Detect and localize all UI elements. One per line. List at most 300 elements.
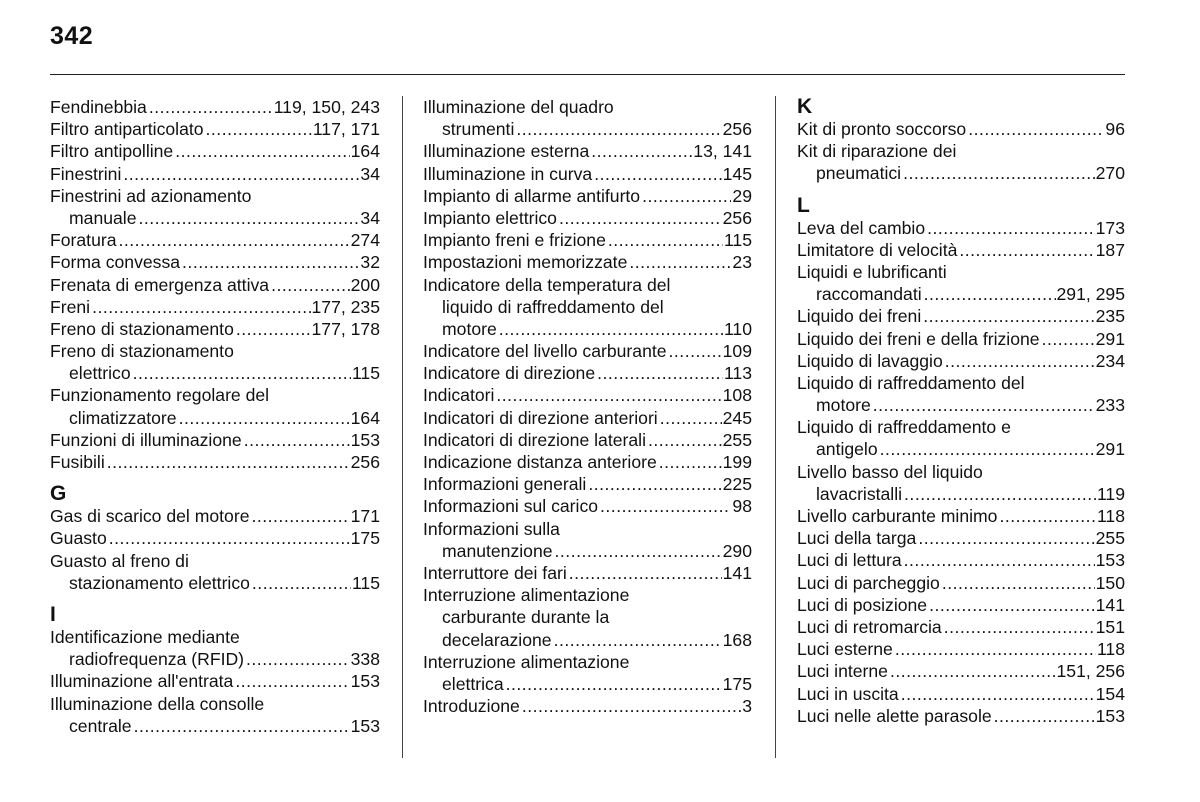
index-entry	[50, 626, 380, 670]
entry-term: Fusibili	[50, 452, 105, 472]
entry-term: Impianto elettrico	[423, 207, 557, 228]
column-divider	[402, 96, 403, 758]
index-entry	[423, 518, 752, 562]
page-reference: 235	[1095, 306, 1125, 327]
dot-leader	[569, 562, 722, 584]
index-entry	[797, 118, 1125, 140]
entry-term: Interruttore dei fari	[423, 562, 567, 583]
dot-leader	[994, 705, 1095, 727]
entry-term-line	[423, 163, 752, 185]
index-entry	[797, 527, 1125, 549]
page-reference: 153	[350, 429, 380, 450]
dot-leader	[236, 318, 311, 340]
entry-term: Illuminazione della consolle	[50, 693, 265, 714]
entry-term-line	[423, 384, 752, 406]
entry-term-line	[50, 251, 380, 273]
dot-leader	[999, 505, 1095, 527]
entry-term: Illuminazione all'entrata	[50, 671, 234, 692]
index-entry	[423, 473, 752, 495]
dot-leader	[149, 96, 273, 118]
index-entry	[423, 407, 752, 429]
entry-term: Indicatori di direzione laterali	[423, 429, 646, 450]
dot-leader	[92, 296, 310, 318]
page-reference: 177, 235	[311, 296, 380, 317]
entry-term-line	[423, 429, 752, 451]
dot-leader	[918, 527, 1094, 549]
page-reference: 154	[1095, 683, 1125, 704]
entry-term: carburante durante la	[442, 607, 610, 628]
page-reference: 153	[1095, 705, 1125, 726]
dot-leader	[559, 207, 722, 229]
page-reference: 290	[722, 540, 752, 561]
group-spacer	[50, 473, 380, 483]
entry-term: Liquido di lavaggio	[797, 350, 943, 371]
index-entry	[797, 372, 1125, 416]
page-reference: 171	[350, 506, 380, 527]
entry-term: Filtro antiparticolato	[50, 119, 204, 140]
page-reference: 32	[360, 252, 380, 273]
index-group	[50, 473, 380, 594]
entry-term: Funzioni di illuminazione	[50, 429, 242, 450]
dot-leader	[929, 594, 1095, 616]
page-reference: 3	[742, 696, 752, 717]
section-letter: K	[797, 95, 813, 118]
entry-term: Liquido di raffreddamento del	[797, 372, 1025, 393]
entry-term: Informazioni generali	[423, 474, 587, 495]
entry-term-line	[50, 384, 380, 406]
entry-continuation-line	[50, 407, 380, 429]
index-entry	[50, 229, 380, 251]
entry-continuation-line	[423, 673, 752, 695]
dot-leader	[903, 162, 1095, 184]
entry-term-line	[50, 626, 380, 648]
entry-term-line	[50, 505, 380, 527]
entry-term: Indicazione distanza anteriore	[423, 452, 657, 472]
entry-term-line	[797, 505, 1125, 527]
entry-term: Liquido di raffreddamento e	[797, 417, 1011, 438]
dot-leader	[873, 394, 1095, 416]
page-reference: 151	[1095, 616, 1125, 637]
index-entry	[50, 140, 380, 162]
entry-term: Luci della targa	[797, 528, 917, 549]
entry-term: Filtro antipolline	[50, 141, 174, 162]
index-entry	[797, 549, 1125, 571]
dot-leader	[107, 451, 350, 473]
index-entry	[797, 594, 1125, 616]
index-group	[423, 96, 752, 717]
index-entry	[423, 451, 752, 473]
entry-term: Funzionamento regolare del	[50, 385, 270, 406]
dot-leader	[554, 629, 722, 651]
entry-term: Liquidi e lubrificanti	[797, 261, 947, 282]
page-reference: 29	[732, 185, 752, 206]
index-entry	[50, 318, 380, 340]
index-group	[797, 96, 1125, 185]
entry-term-line	[423, 229, 752, 251]
index-entry	[797, 638, 1125, 660]
entry-term-line	[423, 274, 752, 296]
entry-term: Liquido dei freni e della frizione	[797, 328, 1040, 349]
group-spacer	[50, 594, 380, 604]
entry-term-line	[797, 660, 1125, 682]
index-entry	[423, 274, 752, 341]
entry-term-line	[50, 96, 380, 118]
page-reference: 13, 141	[693, 141, 752, 162]
entry-continuation-line	[797, 162, 1125, 184]
page-reference: 119, 150, 243	[273, 97, 380, 117]
dot-leader	[496, 384, 721, 406]
entry-term: Indicatore del livello carburante	[423, 341, 667, 362]
dot-leader	[133, 362, 351, 384]
page-reference: 151, 256	[1056, 661, 1125, 682]
entry-term: Informazioni sul carico	[423, 496, 599, 517]
entry-term-line	[50, 451, 380, 473]
dot-leader	[246, 648, 350, 670]
dot-leader	[251, 505, 349, 527]
dot-leader	[608, 229, 723, 251]
dot-leader	[901, 683, 1095, 705]
dot-leader	[516, 118, 721, 140]
page-reference: 291	[1095, 439, 1125, 460]
index-column-3	[797, 96, 1125, 727]
entry-term: lavacristalli	[816, 483, 903, 504]
index-entry	[50, 163, 380, 185]
entry-term: Luci di lettura	[797, 550, 902, 571]
entry-term: raccomandati	[816, 284, 922, 305]
entry-term: Gas di scarico del motore	[50, 506, 250, 527]
dot-leader	[924, 283, 1056, 305]
page-reference: 175	[350, 528, 380, 549]
dot-leader	[139, 207, 360, 229]
entry-term-line	[797, 328, 1125, 350]
entry-term-line	[797, 217, 1125, 239]
entry-term: stazionamento elettrico	[69, 572, 250, 593]
entry-term: Frenata di emergenza attiva	[50, 274, 270, 295]
index-entry	[423, 207, 752, 229]
entry-term: antigelo	[816, 439, 878, 460]
dot-leader	[895, 638, 1096, 660]
entry-term: liquido di raffreddamento del	[442, 296, 664, 317]
section-letter: G	[50, 482, 67, 506]
entry-term-line	[797, 638, 1125, 660]
index-entry	[423, 251, 752, 273]
index-entry	[423, 695, 752, 717]
dot-leader	[235, 670, 349, 692]
dot-leader	[944, 616, 1095, 638]
entry-term: Impianto di allarme antifurto	[423, 185, 641, 206]
page-reference: 153	[1095, 550, 1125, 571]
entry-term: Guasto al freno di	[50, 550, 189, 571]
entry-term-line	[50, 318, 380, 340]
dot-leader	[648, 429, 722, 451]
page-reference: 113	[723, 363, 752, 384]
entry-term: Fendinebbia	[50, 97, 147, 117]
entry-term: Guasto	[50, 528, 107, 549]
index-entry	[50, 185, 380, 229]
dot-leader	[522, 695, 741, 717]
dot-leader	[968, 118, 1104, 140]
page-reference: 168	[722, 629, 752, 650]
page-reference: 291	[1095, 328, 1125, 349]
entry-term: Interruzione alimentazione	[423, 651, 630, 672]
entry-term: Finestrini	[50, 163, 122, 184]
entry-term: Leva del cambio	[797, 217, 926, 238]
entry-term: Illuminazione del quadro	[423, 97, 614, 117]
entry-continuation-line	[50, 362, 380, 384]
index-entry	[423, 651, 752, 695]
entry-term-line	[423, 651, 752, 673]
dot-leader	[206, 118, 312, 140]
dot-leader	[659, 451, 722, 473]
index-entry	[50, 118, 380, 140]
index-group	[797, 185, 1125, 727]
entry-continuation-line	[50, 207, 380, 229]
entry-term: Indicatore di direzione	[423, 363, 596, 384]
entry-term: Illuminazione esterna	[423, 141, 590, 162]
entry-term-line	[423, 473, 752, 495]
index-entry	[423, 96, 752, 140]
dot-leader	[271, 274, 350, 296]
index-entry	[50, 274, 380, 296]
entry-term-line	[797, 140, 1125, 162]
entry-term: motore	[442, 318, 497, 339]
index-entry	[50, 550, 380, 594]
index-entry	[797, 416, 1125, 460]
page-number: 342	[50, 22, 94, 50]
page-reference: 177, 178	[311, 318, 380, 339]
dot-leader	[506, 673, 722, 695]
entry-term-line	[50, 550, 380, 572]
entry-term: Impostazioni memorizzate	[423, 252, 628, 273]
entry-continuation-line	[50, 648, 380, 670]
page-reference: 291, 295	[1056, 284, 1125, 305]
page-reference: 34	[360, 207, 380, 228]
dot-leader	[669, 340, 722, 362]
column-divider	[775, 96, 776, 758]
entry-term-line	[797, 350, 1125, 372]
index-column-1	[50, 96, 380, 737]
entry-term: climatizzatore	[69, 407, 177, 428]
dot-leader	[1042, 328, 1095, 350]
index-entry	[423, 495, 752, 517]
entry-term-line	[50, 693, 380, 715]
entry-term-line	[797, 461, 1125, 483]
entry-term: strumenti	[442, 119, 515, 140]
index-entry	[50, 251, 380, 273]
index-entry	[423, 384, 752, 406]
page-reference: 270	[1095, 163, 1125, 184]
page-reference: 23	[732, 252, 752, 273]
dot-leader	[959, 239, 1094, 261]
entry-term-line	[797, 683, 1125, 705]
page-reference: 110	[723, 318, 752, 339]
entry-term: Luci di parcheggio	[797, 572, 940, 593]
dot-leader	[904, 483, 1096, 505]
page-reference: 255	[722, 429, 752, 450]
entry-continuation-line	[797, 394, 1125, 416]
page-reference: 234	[1095, 350, 1125, 371]
entry-term-line	[423, 96, 752, 118]
page-reference: 34	[360, 163, 380, 184]
page-reference: 153	[350, 671, 380, 692]
index-entry	[797, 217, 1125, 239]
entry-term-line	[797, 705, 1125, 727]
index-entry	[797, 328, 1125, 350]
entry-term-line	[423, 562, 752, 584]
page-reference: 117, 171	[312, 119, 380, 140]
entry-term: Luci esterne	[797, 639, 893, 660]
dot-leader	[904, 549, 1095, 571]
dot-leader	[119, 229, 350, 251]
entry-term-line	[50, 429, 380, 451]
dot-leader	[629, 251, 731, 273]
entry-term: motore	[816, 395, 871, 416]
entry-term: radiofrequenza (RFID)	[69, 649, 245, 670]
section-letter: I	[50, 602, 56, 626]
index-entry	[797, 239, 1125, 261]
entry-term: Luci interne	[797, 661, 888, 682]
dot-leader	[660, 407, 722, 429]
group-spacer	[797, 185, 1125, 195]
dot-leader	[588, 473, 721, 495]
entry-term-line	[423, 185, 752, 207]
entry-term: Luci nelle alette parasole	[797, 705, 992, 726]
entry-term: elettrica	[442, 673, 504, 694]
entry-term-line	[423, 340, 752, 362]
dot-leader	[499, 318, 723, 340]
entry-term: Luci in uscita	[797, 683, 899, 704]
header-rule	[50, 74, 1125, 75]
entry-term: Freno di stazionamento	[50, 318, 234, 339]
dot-leader	[109, 527, 350, 549]
entry-term-line	[50, 527, 380, 549]
entry-term-line	[797, 549, 1125, 571]
entry-term-line	[797, 416, 1125, 438]
entry-term: Luci di posizione	[797, 594, 928, 615]
entry-term-line	[797, 372, 1125, 394]
dot-leader	[642, 185, 731, 207]
entry-term-line	[50, 229, 380, 251]
entry-continuation-line	[423, 296, 752, 318]
entry-term: Freno di stazionamento	[50, 341, 234, 362]
index-entry	[423, 163, 752, 185]
index-entry	[797, 505, 1125, 527]
entry-continuation-line	[423, 540, 752, 562]
entry-term: Kit di pronto soccorso	[797, 119, 967, 139]
entry-term-line	[423, 407, 752, 429]
entry-term-line	[797, 616, 1125, 638]
index-group	[50, 96, 380, 473]
index-entry	[50, 340, 380, 384]
index-entry	[797, 461, 1125, 505]
dot-leader	[923, 305, 1094, 327]
entry-term-line	[50, 296, 380, 318]
page-reference: 200	[350, 274, 380, 295]
entry-term: centrale	[69, 715, 132, 736]
dot-leader	[591, 140, 692, 162]
page-reference: 118	[1096, 639, 1125, 660]
entry-continuation-line	[50, 715, 380, 737]
index-entry	[797, 572, 1125, 594]
entry-term: Luci di retromarcia	[797, 616, 942, 637]
page-reference: 255	[1095, 528, 1125, 549]
entry-term-line	[50, 274, 380, 296]
dot-leader	[244, 429, 350, 451]
page-reference: 115	[723, 230, 752, 251]
entry-term-line	[797, 305, 1125, 327]
entry-continuation-line	[797, 283, 1125, 305]
entry-term: pneumatici	[816, 163, 902, 184]
index-entry	[797, 140, 1125, 184]
dot-leader	[942, 572, 1095, 594]
index-entry	[50, 527, 380, 549]
page-reference: 115	[351, 572, 380, 593]
entry-term-line	[423, 584, 752, 606]
page-reference: 164	[350, 407, 380, 428]
index-entry	[797, 305, 1125, 327]
entry-term: Indicatore della temperatura del	[423, 274, 671, 295]
index-entry	[797, 350, 1125, 372]
dot-leader	[880, 438, 1095, 460]
index-group	[50, 594, 380, 737]
entry-term-line	[50, 670, 380, 692]
page-reference: 274	[350, 230, 380, 251]
entry-term: Interruzione alimentazione	[423, 585, 630, 606]
entry-term: Informazioni sulla	[423, 518, 560, 539]
page-reference: 256	[350, 452, 380, 472]
entry-term-line	[50, 340, 380, 362]
index-entry	[423, 229, 752, 251]
dot-leader	[597, 362, 723, 384]
page-reference: 338	[350, 649, 380, 670]
entry-term-line	[797, 594, 1125, 616]
dot-leader	[179, 407, 350, 429]
dot-leader	[594, 163, 721, 185]
entry-continuation-line	[50, 572, 380, 594]
index-entry	[423, 562, 752, 584]
page-reference: 96	[1105, 119, 1125, 139]
entry-term: elettrico	[69, 363, 131, 384]
index-entry	[423, 140, 752, 162]
page-reference: 98	[732, 496, 752, 517]
page-reference: 141	[722, 562, 752, 583]
index-entry	[50, 670, 380, 692]
index-entry	[423, 340, 752, 362]
page-reference: 118	[1096, 506, 1125, 526]
entry-term: Foratura	[50, 230, 117, 251]
entry-term: Illuminazione in curva	[423, 163, 593, 184]
page-reference: 199	[722, 452, 752, 472]
entry-term: Identificazione mediante	[50, 626, 240, 647]
entry-term-line	[797, 572, 1125, 594]
dot-leader	[123, 163, 359, 185]
dot-leader	[134, 715, 350, 737]
page-reference: 150	[1095, 572, 1125, 593]
entry-term: Kit di riparazione dei	[797, 141, 957, 162]
entry-term-line	[797, 261, 1125, 283]
entry-term: Impianto freni e frizione	[423, 230, 606, 251]
entry-term-line	[797, 118, 1125, 140]
entry-term: decelarazione	[442, 629, 552, 650]
page-reference: 256	[722, 119, 752, 140]
index-entry	[797, 616, 1125, 638]
page-reference: 187	[1095, 239, 1125, 260]
page-reference: 225	[722, 474, 752, 495]
entry-term-line	[423, 495, 752, 517]
entry-term-line	[423, 140, 752, 162]
index-entry	[50, 96, 380, 118]
index-entry	[50, 429, 380, 451]
